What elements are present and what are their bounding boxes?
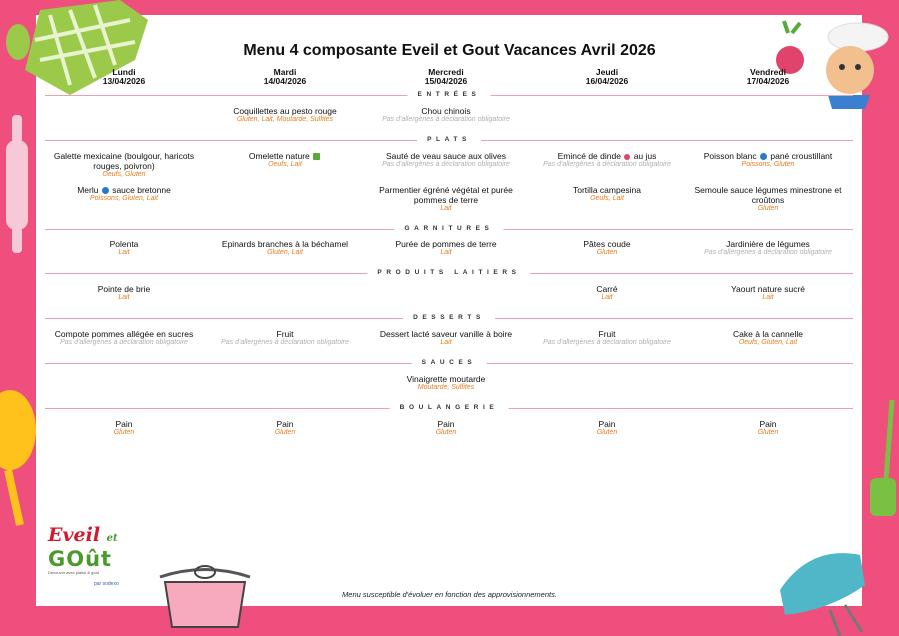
dish-pain-mardi: Pain Gluten	[274, 419, 296, 436]
section-garnitures: GARNITURES	[45, 224, 853, 234]
day-header-vendredi: Vendredi 17/04/2026	[746, 67, 790, 86]
dish-laitier-jeudi: Carré Lait	[596, 284, 618, 301]
dish-dessert-mercredi: Dessert lacté saveur vanille à boire Lait	[379, 329, 513, 346]
sustainable-fishing-icon	[102, 187, 109, 194]
dish-sauce-mercredi: Vinaigrette moutarde Moutarde, Sulfites	[406, 374, 486, 391]
dish-garniture-vendredi: Jardinière de légumes Pas d'allergènes à déclaration obligatoire	[704, 239, 832, 256]
eveil-et-gout-logo: Eveil et GOût Découvrir avec plaisir & goût par sodexo	[48, 524, 119, 587]
origin-icon	[624, 154, 630, 160]
dish-plat1-mercredi: Sauté de veau sauce aux olives Pas d'allergènes à déclaration obligatoire	[382, 151, 510, 168]
dish-garniture-lundi: Polenta Lait	[109, 239, 139, 256]
dish-plat2-mercredi: Parmentier égréné végétal et purée pommes de terre Lait	[379, 185, 513, 212]
section-produits-laitiers: PRODUITS LAITIERS	[45, 268, 853, 278]
dish-dessert-jeudi: Fruit Pas d'allergènes à déclaration obligatoire	[543, 329, 671, 346]
hand-mixer-illustration	[770, 540, 885, 636]
dish-plat2-lundi: Merlu sauce bretonne Poissons, Gluten, Lait	[77, 185, 171, 202]
dish-laitier-lundi: Pointe de brie Lait	[97, 284, 151, 301]
menu-title: Menu 4 composante Eveil et Gout Vacances Avril 2026	[243, 42, 656, 59]
dish-garniture-mercredi: Purée de pommes de terre Lait	[395, 239, 497, 256]
section-entrees: ENTRÉES	[45, 90, 853, 100]
dish-dessert-lundi: Compote pommes allégée en sucres Pas d'allergènes à déclaration obligatoire	[54, 329, 194, 346]
dish-garniture-jeudi: Pâtes coude Gluten	[583, 239, 631, 256]
dish-dessert-mardi: Fruit Pas d'allergènes à déclaration obligatoire	[221, 329, 349, 346]
spatula-illustration	[862, 400, 899, 530]
dish-entree-mercredi: Chou chinois Pas d'allergènes à déclaration obligatoire	[382, 106, 510, 123]
dish-dessert-vendredi: Cake à la cannelle Oeufs, Gluten, Lait	[733, 329, 803, 346]
rolling-pin-illustration	[0, 115, 34, 255]
day-header-mardi: Mardi 14/04/2026	[263, 67, 307, 86]
day-header-lundi: Lundi 13/04/2026	[102, 67, 146, 86]
dish-plat1-jeudi: Emincé de dinde au jus Pas d'allergènes à déclaration obligatoire	[543, 151, 671, 168]
day-header-mercredi: Mercredi 15/04/2026	[424, 67, 468, 86]
dish-plat1-mardi: Omelette nature Oeufs, Lait	[205, 151, 365, 170]
dish-pain-vendredi: Pain Gluten	[757, 419, 779, 436]
dish-pain-jeudi: Pain Gluten	[596, 419, 618, 436]
menu-sheet	[36, 15, 862, 606]
vegetarian-icon	[313, 153, 320, 160]
dish-plat2-vendredi: Semoule sauce légumes minestrone et croûtons Gluten	[694, 185, 842, 212]
section-plats: PLATS	[45, 135, 853, 145]
footer-note: Menu susceptible d'évoluer en fonction des approvisionnements.	[342, 590, 557, 599]
dish-laitier-vendredi: Yaourt nature sucré Lait	[730, 284, 806, 301]
dish-entree-mardi: Coquillettes au pesto rouge Gluten, Lait, Moutarde, Sulfites	[233, 106, 337, 123]
section-sauces: SAUCES	[45, 358, 853, 368]
dish-pain-lundi: Pain Gluten	[113, 419, 135, 436]
frying-pan-illustration	[0, 385, 40, 535]
dish-plat1-lundi: Galette mexicaine (boulgour, haricots rouges, poivron) Oeufs, Gluten	[53, 151, 195, 178]
dish-pain-mercredi: Pain Gluten	[435, 419, 457, 436]
sustainable-fishing-icon	[760, 153, 767, 160]
section-desserts: DESSERTS	[45, 313, 853, 323]
dish-plat2-jeudi: Tortilla campesina Oeufs, Lait	[572, 185, 642, 202]
section-boulangerie: BOULANGERIE	[45, 403, 853, 413]
dish-garniture-mardi: Epinards branches à la béchamel Gluten, Lait	[221, 239, 349, 256]
dish-plat1-vendredi: Poisson blanc pané croustillant Poissons, Gluten	[703, 151, 833, 168]
day-header-jeudi: Jeudi 16/04/2026	[585, 67, 629, 86]
